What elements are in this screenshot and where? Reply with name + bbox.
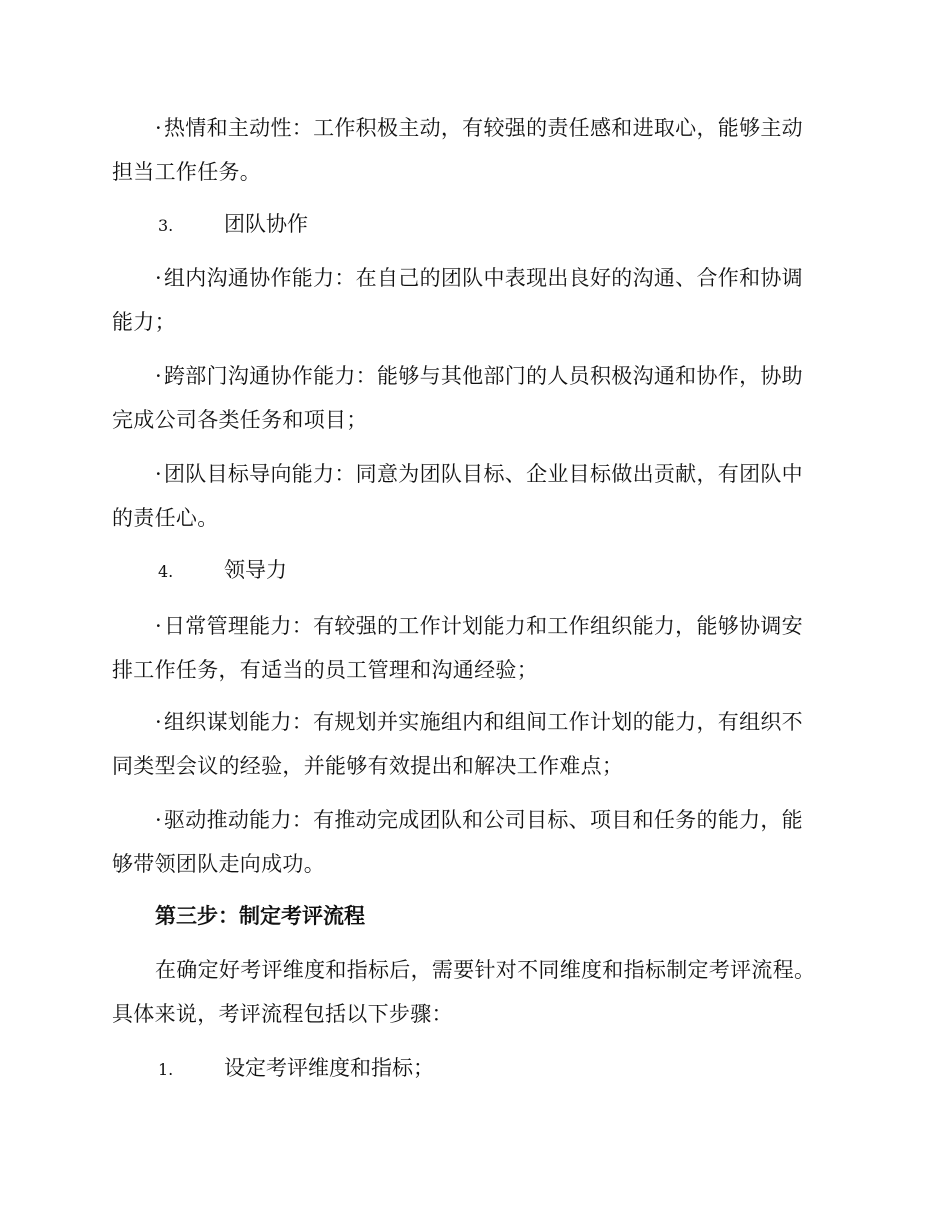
paragraph-daily-management: [112, 604, 824, 692]
bullet: ·: [155, 808, 162, 832]
paragraph-text: 团队目标导向能力：同意为团队目标、企业目标做出贡献，有团队中的责任心。: [112, 462, 803, 530]
section-title: 团队协作: [224, 212, 308, 236]
paragraph-initiative: [112, 106, 824, 194]
paragraph-evaluation-process-intro: [112, 948, 824, 1036]
bullet: ·: [155, 462, 162, 486]
bullet: ·: [155, 364, 162, 388]
paragraph-text: 在确定好考评维度和指标后，需要针对不同维度和指标制定考评流程。具体来说，考评流程包括以下步骤：: [112, 958, 816, 1026]
paragraph-intra-team-communication: [112, 256, 824, 344]
bullet: ·: [155, 614, 162, 638]
paragraph-text: 跨部门沟通协作能力：能够与其他部门的人员积极沟通和协作，协助完成公司各类任务和项目；: [112, 364, 803, 432]
paragraph-team-goal-orientation: [112, 452, 824, 540]
bullet: ·: [155, 116, 162, 140]
paragraph-text: 组织谋划能力：有规划并实施组内和组间工作计划的能力，有组织不同类型会议的经验，并能够有效提出和解决工作难点；: [112, 710, 803, 778]
section-number: 3.: [158, 216, 174, 235]
list-item-set-dimensions: [158, 1046, 818, 1092]
paragraph-cross-department-communication: [112, 354, 824, 442]
section-leadership: [158, 548, 818, 594]
paragraph-driving-ability: [112, 798, 824, 886]
section-team-collaboration: [158, 202, 818, 248]
list-number: 1.: [158, 1060, 174, 1079]
paragraph-text: 驱动推动能力：有推动完成团队和公司目标、项目和任务的能力，能够带领团队走向成功。: [112, 808, 803, 876]
section-number: 4.: [158, 562, 174, 581]
section-title: 领导力: [224, 558, 287, 582]
bullet: ·: [155, 710, 162, 734]
list-item-text: 设定考评维度和指标；: [224, 1056, 434, 1080]
step3-heading: 第三步：制定考评流程: [155, 903, 365, 928]
paragraph-text: 日常管理能力：有较强的工作计划能力和工作组织能力，能够协调安排工作任务，有适当的员工管理和沟通经验；: [112, 614, 803, 682]
bullet: ·: [155, 266, 162, 290]
paragraph-text: 组内沟通协作能力：在自己的团队中表现出良好的沟通、合作和协调能力；: [112, 266, 803, 334]
paragraph-text: 热情和主动性：工作积极主动，有较强的责任感和进取心，能够主动担当工作任务。: [112, 116, 803, 184]
paragraph-organization-planning: [112, 700, 824, 788]
